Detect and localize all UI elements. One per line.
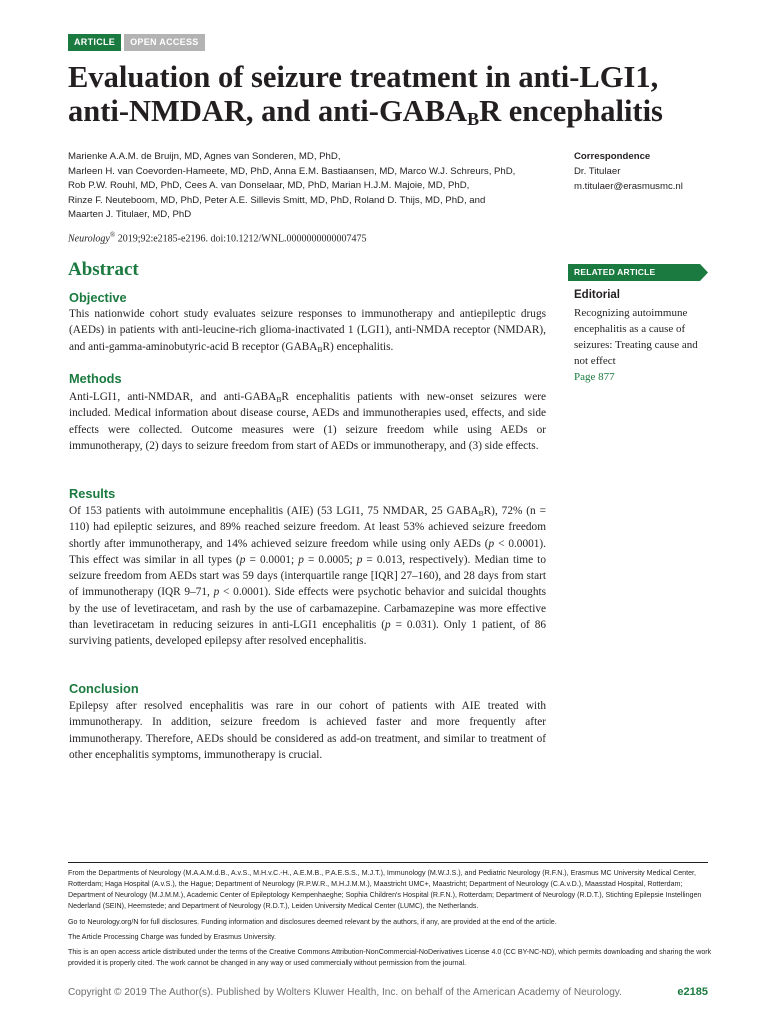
editorial-title[interactable]: Recognizing autoimmune encephalitis as a cause of seizures: Treating cause and not effect (574, 307, 698, 367)
correspondence-email[interactable]: m.titulaer@erasmusmc.nl (574, 181, 683, 192)
author-line: Rinze F. Neuteboom, MD, PhD, Peter A.E. Sillevis Smitt, MD, PhD, Roland D. Thijs, MD, PhD, and (68, 194, 486, 206)
open-access-badge: OPEN ACCESS (124, 34, 204, 51)
page-number: e2185 (677, 986, 708, 998)
methods-text: Anti-LGI1, anti-NMDAR, and anti-$GABA_BR$ encephalitis patients with new-onset seizures were included. Medical information about disease course, AEDs and immunotherapies used, effects, and side effects were collected. Outcome measures were (1) seizure freedom while using AEDs or immunotherapy, (2) days to seizure freedom from start of AEDs or immunotherapy, and (3) side effects. (69, 391, 547, 452)
results-heading: Results (69, 486, 116, 501)
editorial-page-link[interactable]: Page 877 (574, 371, 615, 383)
funding-footnote: The Article Processing Charge was funded by Erasmus University. (68, 933, 277, 941)
author-list (68, 150, 558, 223)
citation (68, 229, 558, 245)
citation-details: 2019;92:e2185-e2196. doi:10.1212/WNL.0000000000007475 (115, 233, 367, 245)
author-line: Marienke A.A.M. de Bruijn, MD, Agnes van Sonderen, MD, PhD, (68, 151, 341, 162)
title-line-1: Evaluation of seizure treatment in anti-LGI1, (68, 60, 659, 94)
editorial-heading: Editorial (574, 289, 621, 301)
title-line-2-suffix: R encephalitis (479, 94, 663, 128)
title-line-2-prefix: anti-NMDAR, and anti-GABA (68, 94, 468, 128)
correspondence-name: Dr. Titulaer (574, 166, 621, 177)
license-footnote: This is an open access article distributed under the terms of the Creative Commons Attribution-NonCommercial-NoDerivatives License 4.0 (CC BY-NC-ND), which permits downloading and sharing the work provided it is properly cited. The work cannot be changed in any way or used commercially without permission from the journal. (68, 948, 712, 967)
affiliations-footnote: From the Departments of Neurology (M.A.A.M.d.B., A.v.S., M.H.v.C.-H., A.E.M.B., P.A.E.S.S., M.J.T.), Immunology (M.W.J.S.), and Pediatric Neurology (R.F.N.), Erasmus MC University Medical Center, Rotterdam; Haga Hospital (A.v.S.), the Hague; Department of Neurology (R.P.W.R., M.H.J.M.M.), Maastricht UMC+, Maastricht; Department of Neurology (C.A.v.D.), Maasstad Hospital, Rotterdam; Department of Neurology (M.J.M.M.), Academic Center of Epileptology Kempenhaeghe; Sophia Children's Hospital (R.F.N.), Rotterdam; Department of Neurology (R.D.T.), Stichting Epilepsie Instellingen Nederland (SEIN), Heemstede; and Department of Neurology (R.D.T.), Leiden University Medical Center (LUMC), the Netherlands. (68, 869, 702, 910)
related-article-banner (568, 264, 708, 281)
objective-heading: Objective (69, 290, 127, 305)
conclusion-text: Epilepsy after resolved encephalitis was rare in our cohort of patients with AIE treated with immunotherapy. In addition, seizure freedom is achieved faster and more frequently after immunotherapy. Therefore, AEDs should be considered as add-on treatment, and similar to treatment of other encephalitis symptoms, immunotherapy is crucial. (69, 700, 546, 761)
author-line: Marleen H. van Coevorden-Hameete, MD, PhD, Anna E.M. Bastiaansen, MD, Marco W.J. Schreurs, PhD, (68, 165, 516, 177)
article-badges (68, 34, 205, 51)
disclosures-footnote: Go to Neurology.org/N for full disclosures. Funding information and disclosures deemed relevant by the authors, if any, are provided at the end of the article. (68, 918, 557, 926)
results-text: Of 153 patients with autoimmune encephalitis (AIE) (53 LGI1, 75 NMDAR, 25 $GABA_BR$), 72% (n = 110) had epileptic seizures, and 89% reached seizure freedom. At least 53% achieved seizure freedom shortly after immunotherapy, and 14% achieved seizure freedom while using only AEDs (p < 0.0001). This effect was similar in all types (p = 0.0001; p = 0.0005; p = 0.013, respectively). Median time to seizure freedom from AEDs start was 59 days (interquartile range [IQR] 27–160), and 28 days from start of immunotherapy (IQR 9–71, p < 0.0001). Side effects were psychotic behavior and suicidal thoughts by the use of levetiracetam, and rash by the use of carbamazepine. Carbamazepine was more effective than levetiracetam in reducing seizures in anti-LGI1 encephalitis (p = 0.031). Only 1 patient, of 86 surviving patients, developed epilepsy after resolved encephalitis. (69, 505, 547, 648)
objective-text: This nationwide cohort study evaluates seizure responses to immunotherapy and antiepileptic drugs (AEDs) in patients with anti-leucine-rich glioma-inactivated 1 (LGI1), anti-NMDA receptor (NMDAR), and anti-gamma-aminobutyric-acid B receptor $(GABA_BR)$ encephalitis. (69, 308, 546, 354)
author-line: Maarten J. Titulaer, MD, PhD (68, 209, 192, 221)
journal-name: Neurology (68, 233, 110, 245)
author-line: Rob P.W. Rouhl, MD, PhD, Cees A. van Donselaar, MD, PhD, Marian H.J.M. Majoie, MD, PhD, (68, 180, 470, 192)
correspondence-box (574, 149, 724, 194)
article-type-badge: ARTICLE (68, 34, 121, 51)
abstract-heading: Abstract (68, 259, 139, 280)
article-title (68, 60, 708, 128)
registered-mark: ® (109, 231, 116, 239)
footnote-divider (68, 862, 708, 863)
correspondence-heading: Correspondence (574, 151, 651, 162)
title-subscript: B (467, 109, 480, 129)
conclusion-heading: Conclusion (69, 681, 139, 696)
copyright-line: Copyright © 2019 The Author(s). Published by Wolters Kluwer Health, Inc. on behalf of the American Academy of Neurology. (68, 987, 622, 998)
methods-heading: Methods (69, 371, 122, 386)
related-article-label: RELATED ARTICLE (574, 267, 656, 277)
